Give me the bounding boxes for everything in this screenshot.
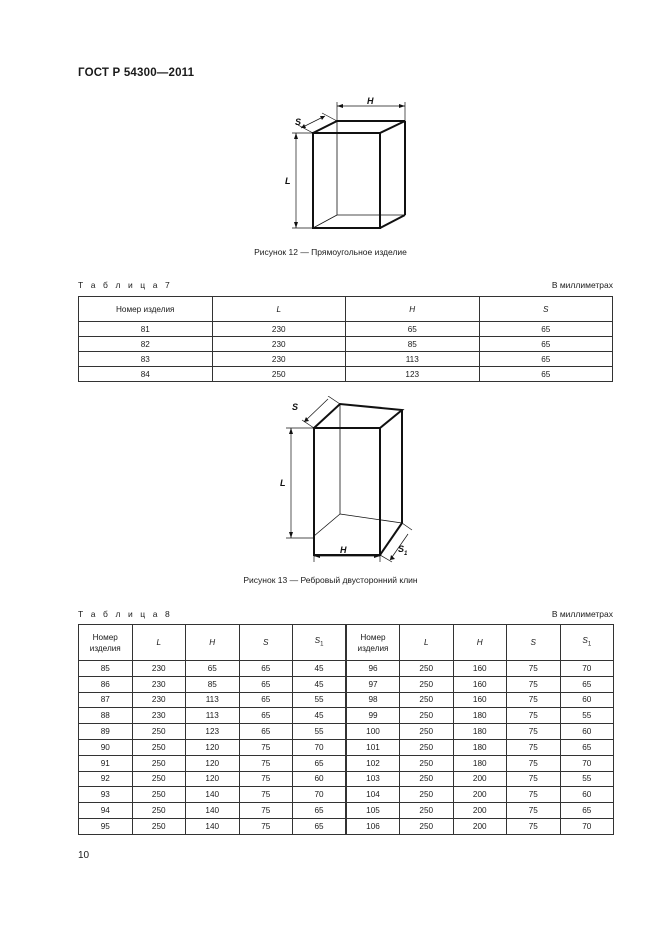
table-cell: 250: [400, 661, 454, 677]
table-7-header-h: H: [346, 297, 480, 322]
table-row: [79, 708, 614, 724]
table-cell: 65: [239, 676, 293, 692]
table-cell: 250: [132, 818, 186, 834]
table-cell: 81: [79, 322, 213, 337]
table-8: [78, 624, 614, 835]
table-cell: 230: [212, 337, 346, 352]
table-cell: 123: [186, 724, 240, 740]
table-cell: 65: [346, 322, 480, 337]
table-8-units: В миллиметрах: [551, 609, 613, 619]
table-cell: 75: [507, 676, 561, 692]
fig12-label-h: H: [367, 96, 374, 106]
table-cell: 45: [293, 676, 347, 692]
figure-12-rectangular-product: [280, 92, 420, 237]
table-cell: 75: [507, 803, 561, 819]
page-number: 10: [78, 850, 90, 861]
table-cell: 65: [186, 661, 240, 677]
table-cell: 89: [79, 724, 133, 740]
table-cell: 45: [293, 661, 347, 677]
table-cell: 123: [346, 367, 480, 382]
table-7-header-l: L: [212, 297, 346, 322]
table-cell: 96: [346, 661, 400, 677]
table-cell: 75: [239, 787, 293, 803]
table-cell: 75: [239, 771, 293, 787]
table-row: [79, 755, 614, 771]
table-cell: 55: [293, 724, 347, 740]
table-7-units: В миллиметрах: [551, 280, 613, 290]
fig13-label-s: S: [292, 402, 299, 412]
table-cell: 100: [346, 724, 400, 740]
table-cell: 70: [293, 739, 347, 755]
table-cell: 180: [453, 724, 507, 740]
table-cell: 140: [186, 803, 240, 819]
table-row: [79, 787, 614, 803]
fig13-label-s1: $S_1$: [398, 544, 408, 557]
table-cell: 230: [132, 708, 186, 724]
table-cell: 65: [560, 739, 614, 755]
table-cell: 70: [560, 755, 614, 771]
table-cell: 65: [560, 676, 614, 692]
table-cell: 180: [453, 739, 507, 755]
table-cell: 70: [293, 787, 347, 803]
table-row: [79, 692, 614, 708]
table-cell: 65: [479, 352, 613, 367]
table-cell: 250: [400, 803, 454, 819]
table-8-header-l-right: L: [400, 625, 454, 661]
table-cell: 87: [79, 692, 133, 708]
table-cell: 60: [560, 692, 614, 708]
table-cell: 65: [293, 803, 347, 819]
table-cell: 65: [479, 367, 613, 382]
table-7-title: Т а б л и ц а 7: [78, 280, 173, 290]
table-cell: 93: [79, 787, 133, 803]
table-row: [79, 724, 614, 740]
table-cell: 75: [239, 818, 293, 834]
table-8-header-h-right: H: [453, 625, 507, 661]
table-cell: 75: [507, 787, 561, 803]
table-cell: 120: [186, 771, 240, 787]
fig12-label-l: L: [285, 176, 291, 186]
table-cell: 160: [453, 661, 507, 677]
table-cell: 82: [79, 337, 213, 352]
table-row: [79, 676, 614, 692]
table-cell: 91: [79, 755, 133, 771]
table-8-header-number-right: Номер изделия: [346, 625, 400, 661]
figure-12-caption: Рисунок 12 — Прямоугольное изделие: [254, 247, 407, 257]
table-cell: 160: [453, 692, 507, 708]
table-cell: 250: [400, 771, 454, 787]
table-cell: 65: [293, 818, 347, 834]
table-cell: 250: [400, 692, 454, 708]
table-cell: 75: [507, 692, 561, 708]
table-cell: 250: [400, 787, 454, 803]
table-8-header-row: [79, 625, 614, 661]
table-cell: 65: [239, 661, 293, 677]
table-cell: 250: [400, 724, 454, 740]
table-cell: 120: [186, 755, 240, 771]
table-cell: 230: [212, 352, 346, 367]
table-cell: 90: [79, 739, 133, 755]
table-cell: 105: [346, 803, 400, 819]
table-cell: 200: [453, 818, 507, 834]
table-cell: 85: [79, 661, 133, 677]
table-7-header-number: Номер изделия: [79, 297, 213, 322]
table-cell: 60: [293, 771, 347, 787]
table-cell: 84: [79, 367, 213, 382]
table-cell: 250: [132, 803, 186, 819]
table-row: [79, 337, 613, 352]
table-8-header-s1-right: $S_1$: [560, 625, 614, 661]
table-cell: 60: [560, 787, 614, 803]
table-cell: 250: [400, 739, 454, 755]
table-cell: 75: [239, 803, 293, 819]
table-7-header-s: S: [479, 297, 613, 322]
table-8-header-s1-left: $S_1$: [293, 625, 347, 661]
table-cell: 92: [79, 771, 133, 787]
figure-13-edge-double-wedge: [278, 396, 418, 564]
table-cell: 75: [507, 739, 561, 755]
table-row: [79, 818, 614, 834]
table-cell: 250: [400, 818, 454, 834]
table-cell: 113: [186, 708, 240, 724]
table-8-header-s-right: S: [507, 625, 561, 661]
table-cell: 85: [346, 337, 480, 352]
table-cell: 88: [79, 708, 133, 724]
table-cell: 85: [186, 676, 240, 692]
table-cell: 86: [79, 676, 133, 692]
table-cell: 65: [293, 755, 347, 771]
table-cell: 60: [560, 724, 614, 740]
table-cell: 230: [132, 692, 186, 708]
table-cell: 75: [239, 755, 293, 771]
table-cell: 103: [346, 771, 400, 787]
table-cell: 65: [239, 724, 293, 740]
table-cell: 75: [507, 755, 561, 771]
table-cell: 101: [346, 739, 400, 755]
table-cell: 65: [479, 322, 613, 337]
table-cell: 140: [186, 787, 240, 803]
table-cell: 200: [453, 803, 507, 819]
table-row: [79, 322, 613, 337]
table-8-header-h-left: H: [186, 625, 240, 661]
table-cell: 250: [400, 708, 454, 724]
table-cell: 83: [79, 352, 213, 367]
table-cell: 250: [132, 787, 186, 803]
table-row: [79, 803, 614, 819]
table-cell: 200: [453, 771, 507, 787]
table-cell: 75: [239, 739, 293, 755]
table-8-header-number-left: Номер изделия: [79, 625, 133, 661]
fig13-label-h: H: [340, 545, 347, 555]
table-cell: 250: [132, 771, 186, 787]
table-cell: 200: [453, 787, 507, 803]
table-cell: 94: [79, 803, 133, 819]
table-cell: 55: [560, 771, 614, 787]
table-cell: 70: [560, 661, 614, 677]
table-cell: 250: [132, 724, 186, 740]
fig13-label-l: L: [280, 478, 286, 488]
table-cell: 102: [346, 755, 400, 771]
table-cell: 75: [507, 661, 561, 677]
table-row: [79, 661, 614, 677]
document-code: ГОСТ Р 54300—2011: [78, 67, 195, 79]
table-cell: 65: [560, 803, 614, 819]
table-8-header-l-left: L: [132, 625, 186, 661]
table-cell: 113: [186, 692, 240, 708]
table-cell: 99: [346, 708, 400, 724]
fig12-label-s: S: [295, 117, 302, 127]
table-row: [79, 739, 614, 755]
table-cell: 65: [239, 692, 293, 708]
table-cell: 250: [132, 755, 186, 771]
table-cell: 140: [186, 818, 240, 834]
table-cell: 230: [132, 676, 186, 692]
table-cell: 75: [507, 818, 561, 834]
table-cell: 97: [346, 676, 400, 692]
table-cell: 45: [293, 708, 347, 724]
table-cell: 106: [346, 818, 400, 834]
table-cell: 55: [293, 692, 347, 708]
table-8-title: Т а б л и ц а 8: [78, 609, 173, 619]
table-cell: 160: [453, 676, 507, 692]
table-cell: 55: [560, 708, 614, 724]
table-cell: 65: [239, 708, 293, 724]
table-cell: 180: [453, 755, 507, 771]
table-cell: 95: [79, 818, 133, 834]
table-cell: 65: [479, 337, 613, 352]
table-cell: 98: [346, 692, 400, 708]
figure-13-caption: Рисунок 13 — Ребровый двусторонний клин: [243, 575, 418, 585]
table-cell: 250: [212, 367, 346, 382]
table-cell: 75: [507, 708, 561, 724]
table-cell: 250: [132, 739, 186, 755]
table-cell: 75: [507, 724, 561, 740]
table-cell: 75: [507, 771, 561, 787]
table-cell: 70: [560, 818, 614, 834]
table-8-header-s-left: S: [239, 625, 293, 661]
table-row: [79, 771, 614, 787]
table-cell: 180: [453, 708, 507, 724]
table-cell: 113: [346, 352, 480, 367]
table-cell: 104: [346, 787, 400, 803]
table-row: [79, 352, 613, 367]
table-cell: 120: [186, 739, 240, 755]
table-cell: 250: [400, 676, 454, 692]
table-row: [79, 367, 613, 382]
table-cell: 250: [400, 755, 454, 771]
table-7-header-row: [79, 297, 613, 322]
table-cell: 230: [132, 661, 186, 677]
table-7: [78, 296, 613, 382]
table-cell: 230: [212, 322, 346, 337]
